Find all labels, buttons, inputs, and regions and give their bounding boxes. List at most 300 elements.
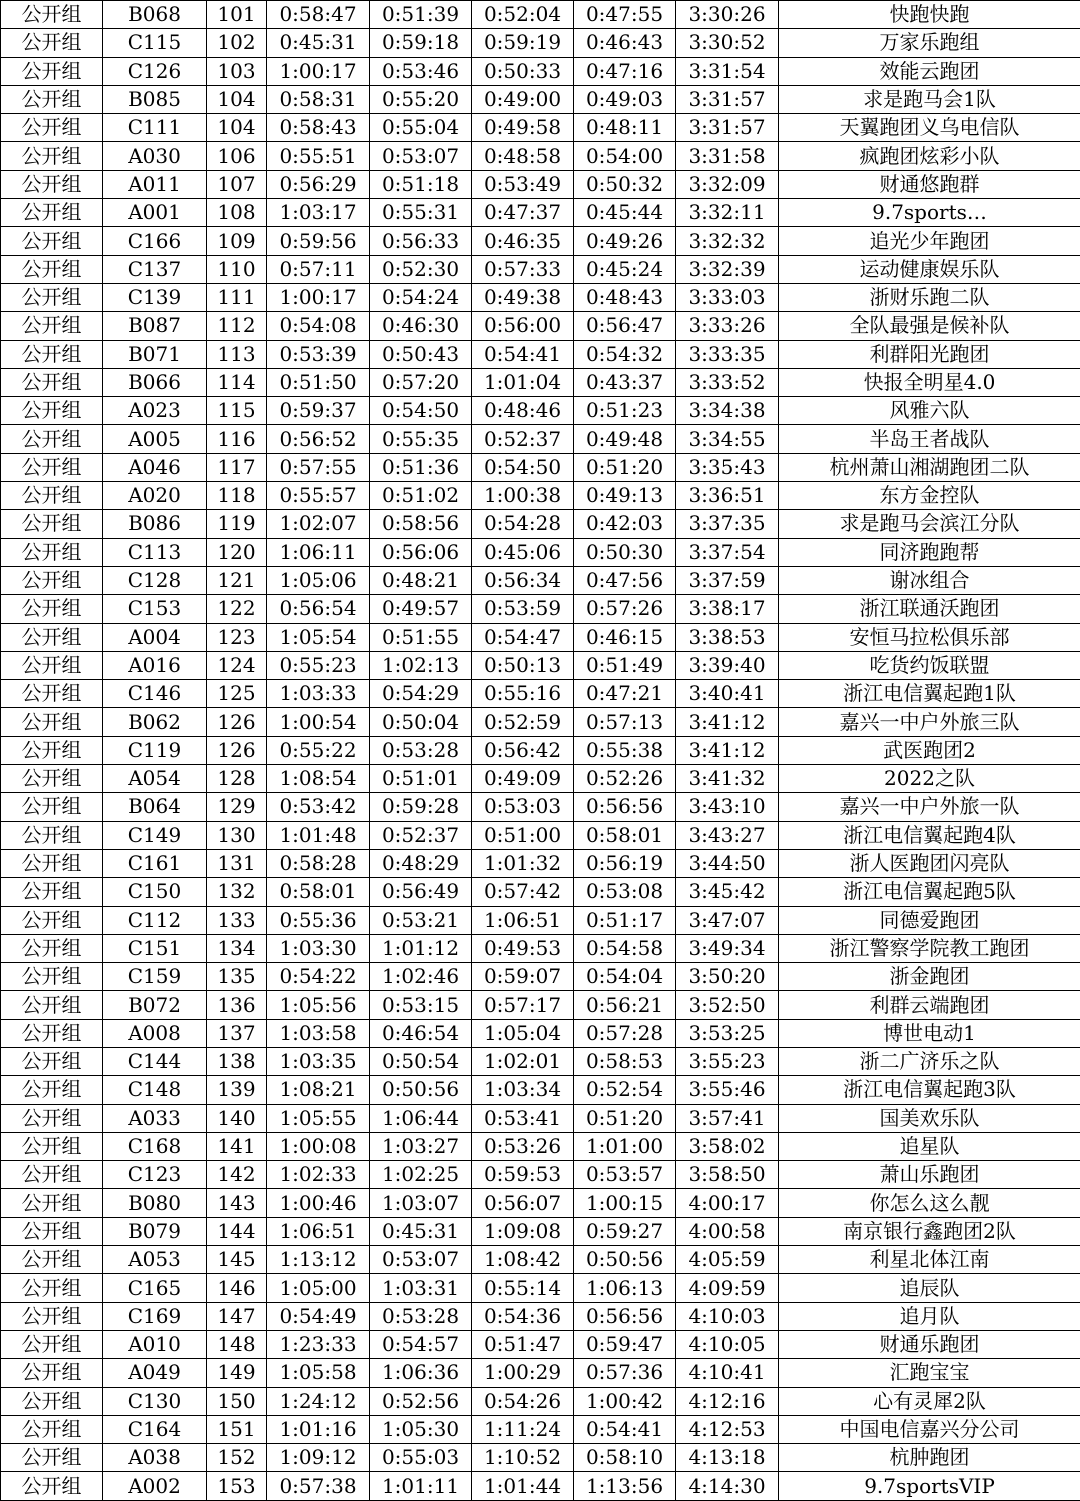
group-cell: 公开组: [1, 1387, 103, 1415]
group-cell: 公开组: [1, 991, 103, 1019]
leg2-time-cell: 0:53:15: [370, 991, 472, 1019]
leg3-time-cell: 0:53:49: [472, 170, 574, 198]
leg1-time-cell: 0:56:29: [267, 170, 370, 198]
total-time-cell: 3:35:43: [676, 453, 779, 481]
leg1-time-cell: 0:51:50: [267, 368, 370, 396]
leg2-time-cell: 1:03:31: [370, 1274, 472, 1302]
leg2-time-cell: 0:55:03: [370, 1444, 472, 1472]
leg1-time-cell: 1:03:58: [267, 1019, 370, 1047]
group-cell: 公开组: [1, 1415, 103, 1443]
leg1-time-cell: 0:58:31: [267, 85, 370, 113]
leg3-time-cell: 0:46:35: [472, 227, 574, 255]
rank-cell: 104: [207, 85, 267, 113]
group-cell: 公开组: [1, 708, 103, 736]
group-cell: 公开组: [1, 1104, 103, 1132]
leg4-time-cell: 1:06:13: [574, 1274, 676, 1302]
bib-cell: C166: [103, 227, 207, 255]
leg3-time-cell: 0:45:06: [472, 538, 574, 566]
leg1-time-cell: 1:01:16: [267, 1415, 370, 1443]
team-name-cell: 运动健康娱乐队: [779, 255, 1080, 283]
bib-cell: C164: [103, 1415, 207, 1443]
leg1-time-cell: 1:00:17: [267, 57, 370, 85]
leg1-time-cell: 1:09:12: [267, 1444, 370, 1472]
table-row: [1, 85, 1080, 113]
bib-cell: C128: [103, 566, 207, 594]
total-time-cell: 3:34:55: [676, 425, 779, 453]
bib-cell: A030: [103, 142, 207, 170]
leg4-time-cell: 0:54:41: [574, 1415, 676, 1443]
group-cell: 公开组: [1, 114, 103, 142]
total-time-cell: 3:32:11: [676, 199, 779, 227]
group-cell: 公开组: [1, 425, 103, 453]
bib-cell: B068: [103, 1, 207, 29]
leg2-time-cell: 0:55:04: [370, 114, 472, 142]
bib-cell: B062: [103, 708, 207, 736]
bib-cell: C137: [103, 255, 207, 283]
total-time-cell: 3:47:07: [676, 906, 779, 934]
team-name-cell: 东方金控队: [779, 482, 1080, 510]
bib-cell: A046: [103, 453, 207, 481]
team-name-cell: 追月队: [779, 1302, 1080, 1330]
leg4-time-cell: 0:56:21: [574, 991, 676, 1019]
leg3-time-cell: 0:54:26: [472, 1387, 574, 1415]
leg2-time-cell: 1:01:12: [370, 934, 472, 962]
leg3-time-cell: 0:52:59: [472, 708, 574, 736]
table-row: [1, 1, 1080, 29]
total-time-cell: 3:43:27: [676, 821, 779, 849]
bib-cell: C161: [103, 849, 207, 877]
leg3-time-cell: 0:51:00: [472, 821, 574, 849]
total-time-cell: 3:30:52: [676, 29, 779, 57]
leg2-time-cell: 1:03:27: [370, 1132, 472, 1160]
total-time-cell: 3:52:50: [676, 991, 779, 1019]
rank-cell: 118: [207, 482, 267, 510]
table-row: [1, 170, 1080, 198]
table-row: [1, 1472, 1080, 1500]
leg1-time-cell: 0:57:11: [267, 255, 370, 283]
group-cell: 公开组: [1, 1217, 103, 1245]
leg2-time-cell: 0:51:18: [370, 170, 472, 198]
leg1-time-cell: 1:00:54: [267, 708, 370, 736]
total-time-cell: 3:41:12: [676, 708, 779, 736]
table-row: [1, 1274, 1080, 1302]
group-cell: 公开组: [1, 680, 103, 708]
rank-cell: 151: [207, 1415, 267, 1443]
team-name-cell: 武医跑团2: [779, 736, 1080, 764]
leg2-time-cell: 1:05:30: [370, 1415, 472, 1443]
rank-cell: 114: [207, 368, 267, 396]
leg3-time-cell: 0:56:42: [472, 736, 574, 764]
total-time-cell: 3:30:26: [676, 1, 779, 29]
leg3-time-cell: 1:09:08: [472, 1217, 574, 1245]
leg4-time-cell: 0:54:00: [574, 142, 676, 170]
total-time-cell: 3:40:41: [676, 680, 779, 708]
leg4-time-cell: 0:48:43: [574, 283, 676, 311]
rank-cell: 109: [207, 227, 267, 255]
leg2-time-cell: 0:53:46: [370, 57, 472, 85]
bib-cell: C126: [103, 57, 207, 85]
leg1-time-cell: 0:45:31: [267, 29, 370, 57]
bib-cell: C153: [103, 595, 207, 623]
group-cell: 公开组: [1, 170, 103, 198]
leg2-time-cell: 0:53:28: [370, 736, 472, 764]
leg1-time-cell: 0:58:47: [267, 1, 370, 29]
group-cell: 公开组: [1, 199, 103, 227]
leg1-time-cell: 0:53:42: [267, 793, 370, 821]
team-name-cell: 追辰队: [779, 1274, 1080, 1302]
total-time-cell: 3:58:50: [676, 1161, 779, 1189]
rank-cell: 132: [207, 878, 267, 906]
leg4-time-cell: 0:47:21: [574, 680, 676, 708]
total-time-cell: 4:10:41: [676, 1359, 779, 1387]
leg1-time-cell: 0:59:37: [267, 397, 370, 425]
leg4-time-cell: 0:57:26: [574, 595, 676, 623]
bib-cell: A020: [103, 482, 207, 510]
table-row: [1, 793, 1080, 821]
leg2-time-cell: 0:50:54: [370, 1047, 472, 1075]
leg2-time-cell: 0:52:37: [370, 821, 472, 849]
team-name-cell: 求是跑马会滨江分队: [779, 510, 1080, 538]
total-time-cell: 3:33:26: [676, 312, 779, 340]
rank-cell: 145: [207, 1246, 267, 1274]
leg3-time-cell: 0:59:07: [472, 963, 574, 991]
group-cell: 公开组: [1, 1246, 103, 1274]
team-name-cell: 浙江警察学院教工跑团: [779, 934, 1080, 962]
rank-cell: 150: [207, 1387, 267, 1415]
leg4-time-cell: 1:01:00: [574, 1132, 676, 1160]
leg3-time-cell: 0:55:16: [472, 680, 574, 708]
results-table-body: [1, 1, 1080, 1501]
table-row: [1, 482, 1080, 510]
leg4-time-cell: 0:51:23: [574, 397, 676, 425]
leg3-time-cell: 0:50:13: [472, 651, 574, 679]
leg4-time-cell: 0:51:17: [574, 906, 676, 934]
leg2-time-cell: 0:46:54: [370, 1019, 472, 1047]
total-time-cell: 3:31:58: [676, 142, 779, 170]
leg4-time-cell: 0:49:48: [574, 425, 676, 453]
leg1-time-cell: 1:03:35: [267, 1047, 370, 1075]
leg1-time-cell: 0:54:08: [267, 312, 370, 340]
leg4-time-cell: 0:48:11: [574, 114, 676, 142]
total-time-cell: 3:37:54: [676, 538, 779, 566]
leg1-time-cell: 0:55:57: [267, 482, 370, 510]
leg1-time-cell: 0:54:22: [267, 963, 370, 991]
bib-cell: A004: [103, 623, 207, 651]
leg4-time-cell: 0:49:03: [574, 85, 676, 113]
leg4-time-cell: 0:51:20: [574, 453, 676, 481]
leg2-time-cell: 0:58:56: [370, 510, 472, 538]
team-name-cell: 利群云端跑团: [779, 991, 1080, 1019]
table-row: [1, 765, 1080, 793]
rank-cell: 107: [207, 170, 267, 198]
leg1-time-cell: 1:00:17: [267, 283, 370, 311]
total-time-cell: 4:14:30: [676, 1472, 779, 1500]
total-time-cell: 3:37:35: [676, 510, 779, 538]
team-name-cell: 快报全明星4.0: [779, 368, 1080, 396]
bib-cell: C144: [103, 1047, 207, 1075]
team-name-cell: 同德爱跑团: [779, 906, 1080, 934]
team-name-cell: 博世电动1: [779, 1019, 1080, 1047]
team-name-cell: 天翼跑团义乌电信队: [779, 114, 1080, 142]
rank-cell: 152: [207, 1444, 267, 1472]
total-time-cell: 4:09:59: [676, 1274, 779, 1302]
team-name-cell: 浙江联通沃跑团: [779, 595, 1080, 623]
team-name-cell: 吃货约饭联盟: [779, 651, 1080, 679]
table-row: [1, 1415, 1080, 1443]
leg4-time-cell: 0:52:54: [574, 1076, 676, 1104]
bib-cell: C111: [103, 114, 207, 142]
group-cell: 公开组: [1, 765, 103, 793]
team-name-cell: 浙财乐跑二队: [779, 283, 1080, 311]
table-row: [1, 821, 1080, 849]
leg4-time-cell: 0:56:56: [574, 1302, 676, 1330]
group-cell: 公开组: [1, 57, 103, 85]
leg4-time-cell: 0:58:01: [574, 821, 676, 849]
group-cell: 公开组: [1, 566, 103, 594]
leg1-time-cell: 1:24:12: [267, 1387, 370, 1415]
leg1-time-cell: 0:53:39: [267, 340, 370, 368]
group-cell: 公开组: [1, 312, 103, 340]
group-cell: 公开组: [1, 1, 103, 29]
team-name-cell: 国美欢乐队: [779, 1104, 1080, 1132]
total-time-cell: 3:41:12: [676, 736, 779, 764]
table-row: [1, 114, 1080, 142]
table-row: [1, 1161, 1080, 1189]
leg4-time-cell: 0:43:37: [574, 368, 676, 396]
group-cell: 公开组: [1, 29, 103, 57]
bib-cell: A053: [103, 1246, 207, 1274]
total-time-cell: 3:53:25: [676, 1019, 779, 1047]
rank-cell: 140: [207, 1104, 267, 1132]
bib-cell: C112: [103, 906, 207, 934]
bib-cell: A008: [103, 1019, 207, 1047]
leg1-time-cell: 1:02:07: [267, 510, 370, 538]
group-cell: 公开组: [1, 1132, 103, 1160]
rank-cell: 131: [207, 849, 267, 877]
bib-cell: A038: [103, 1444, 207, 1472]
leg2-time-cell: 0:50:04: [370, 708, 472, 736]
leg2-time-cell: 0:51:39: [370, 1, 472, 29]
leg3-time-cell: 0:54:36: [472, 1302, 574, 1330]
leg1-time-cell: 1:00:08: [267, 1132, 370, 1160]
table-row: [1, 595, 1080, 623]
leg1-time-cell: 1:05:06: [267, 566, 370, 594]
leg2-time-cell: 0:50:43: [370, 340, 472, 368]
total-time-cell: 4:10:03: [676, 1302, 779, 1330]
table-row: [1, 1189, 1080, 1217]
total-time-cell: 3:39:40: [676, 651, 779, 679]
leg1-time-cell: 1:05:58: [267, 1359, 370, 1387]
rank-cell: 138: [207, 1047, 267, 1075]
bib-cell: B086: [103, 510, 207, 538]
rank-cell: 124: [207, 651, 267, 679]
table-row: [1, 199, 1080, 227]
team-name-cell: 快跑快跑: [779, 1, 1080, 29]
total-time-cell: 3:45:42: [676, 878, 779, 906]
leg3-time-cell: 1:05:04: [472, 1019, 574, 1047]
table-row: [1, 283, 1080, 311]
rank-cell: 141: [207, 1132, 267, 1160]
bib-cell: B071: [103, 340, 207, 368]
table-row: [1, 425, 1080, 453]
team-name-cell: 你怎么这么靓: [779, 1189, 1080, 1217]
group-cell: 公开组: [1, 1302, 103, 1330]
leg3-time-cell: 0:49:09: [472, 765, 574, 793]
rank-cell: 119: [207, 510, 267, 538]
leg3-time-cell: 0:49:38: [472, 283, 574, 311]
bib-cell: A049: [103, 1359, 207, 1387]
leg4-time-cell: 0:56:47: [574, 312, 676, 340]
rank-cell: 149: [207, 1359, 267, 1387]
leg4-time-cell: 0:51:49: [574, 651, 676, 679]
rank-cell: 112: [207, 312, 267, 340]
group-cell: 公开组: [1, 934, 103, 962]
table-row: [1, 963, 1080, 991]
leg4-time-cell: 0:59:47: [574, 1330, 676, 1358]
table-row: [1, 255, 1080, 283]
rank-cell: 128: [207, 765, 267, 793]
leg4-time-cell: 0:55:38: [574, 736, 676, 764]
leg3-time-cell: 0:53:41: [472, 1104, 574, 1132]
table-row: [1, 1359, 1080, 1387]
table-row: [1, 708, 1080, 736]
rank-cell: 125: [207, 680, 267, 708]
rank-cell: 113: [207, 340, 267, 368]
group-cell: 公开组: [1, 1444, 103, 1472]
leg3-time-cell: 1:06:51: [472, 906, 574, 934]
total-time-cell: 3:33:52: [676, 368, 779, 396]
leg1-time-cell: 1:01:48: [267, 821, 370, 849]
leg4-time-cell: 0:54:58: [574, 934, 676, 962]
group-cell: 公开组: [1, 482, 103, 510]
group-cell: 公开组: [1, 1330, 103, 1358]
leg2-time-cell: 1:02:46: [370, 963, 472, 991]
group-cell: 公开组: [1, 878, 103, 906]
table-row: [1, 736, 1080, 764]
rank-cell: 153: [207, 1472, 267, 1500]
group-cell: 公开组: [1, 368, 103, 396]
leg2-time-cell: 0:48:29: [370, 849, 472, 877]
rank-cell: 102: [207, 29, 267, 57]
total-time-cell: 3:34:38: [676, 397, 779, 425]
rank-cell: 120: [207, 538, 267, 566]
leg1-time-cell: 1:05:54: [267, 623, 370, 651]
leg1-time-cell: 1:06:11: [267, 538, 370, 566]
group-cell: 公开组: [1, 821, 103, 849]
rank-cell: 117: [207, 453, 267, 481]
rank-cell: 148: [207, 1330, 267, 1358]
table-row: [1, 934, 1080, 962]
leg3-time-cell: 0:59:53: [472, 1161, 574, 1189]
leg3-time-cell: 0:57:42: [472, 878, 574, 906]
table-row: [1, 1444, 1080, 1472]
group-cell: 公开组: [1, 595, 103, 623]
leg2-time-cell: 0:53:07: [370, 1246, 472, 1274]
leg4-time-cell: 0:56:19: [574, 849, 676, 877]
bib-cell: C119: [103, 736, 207, 764]
total-time-cell: 3:43:10: [676, 793, 779, 821]
leg2-time-cell: 0:51:02: [370, 482, 472, 510]
leg2-time-cell: 0:48:21: [370, 566, 472, 594]
bib-cell: B079: [103, 1217, 207, 1245]
table-row: [1, 312, 1080, 340]
bib-cell: C123: [103, 1161, 207, 1189]
leg3-time-cell: 0:57:17: [472, 991, 574, 1019]
total-time-cell: 4:12:16: [676, 1387, 779, 1415]
team-name-cell: 浙人医跑团闪亮队: [779, 849, 1080, 877]
leg1-time-cell: 0:55:23: [267, 651, 370, 679]
leg3-time-cell: 0:54:47: [472, 623, 574, 651]
rank-cell: 123: [207, 623, 267, 651]
total-time-cell: 3:55:46: [676, 1076, 779, 1104]
total-time-cell: 3:33:35: [676, 340, 779, 368]
rank-cell: 115: [207, 397, 267, 425]
team-name-cell: 同济跑跑帮: [779, 538, 1080, 566]
leg2-time-cell: 0:55:20: [370, 85, 472, 113]
leg3-time-cell: 0:49:00: [472, 85, 574, 113]
leg4-time-cell: 0:57:28: [574, 1019, 676, 1047]
leg4-time-cell: 0:47:16: [574, 57, 676, 85]
leg3-time-cell: 1:00:38: [472, 482, 574, 510]
leg1-time-cell: 1:05:00: [267, 1274, 370, 1302]
group-cell: 公开组: [1, 1019, 103, 1047]
leg2-time-cell: 0:56:06: [370, 538, 472, 566]
leg2-time-cell: 1:06:44: [370, 1104, 472, 1132]
rank-cell: 146: [207, 1274, 267, 1302]
leg2-time-cell: 1:02:13: [370, 651, 472, 679]
table-row: [1, 1302, 1080, 1330]
rank-cell: 108: [207, 199, 267, 227]
leg2-time-cell: 1:02:25: [370, 1161, 472, 1189]
team-name-cell: 浙江电信翼起跑1队: [779, 680, 1080, 708]
rank-cell: 136: [207, 991, 267, 1019]
total-time-cell: 3:31:54: [676, 57, 779, 85]
table-row: [1, 538, 1080, 566]
table-row: [1, 397, 1080, 425]
leg3-time-cell: 1:01:44: [472, 1472, 574, 1500]
leg4-time-cell: 0:58:53: [574, 1047, 676, 1075]
rank-cell: 126: [207, 708, 267, 736]
group-cell: 公开组: [1, 85, 103, 113]
table-row: [1, 1019, 1080, 1047]
team-name-cell: 利群阳光跑团: [779, 340, 1080, 368]
leg2-time-cell: 0:46:30: [370, 312, 472, 340]
leg3-time-cell: 0:48:46: [472, 397, 574, 425]
team-name-cell: 利星北体江南: [779, 1246, 1080, 1274]
group-cell: 公开组: [1, 1274, 103, 1302]
leg4-time-cell: 0:54:32: [574, 340, 676, 368]
team-name-cell: 谢冰组合: [779, 566, 1080, 594]
group-cell: 公开组: [1, 1189, 103, 1217]
leg3-time-cell: 0:51:47: [472, 1330, 574, 1358]
team-name-cell: 9.7sports…: [779, 199, 1080, 227]
table-row: [1, 29, 1080, 57]
table-row: [1, 906, 1080, 934]
bib-cell: B085: [103, 85, 207, 113]
table-row: [1, 1076, 1080, 1104]
leg2-time-cell: 0:55:35: [370, 425, 472, 453]
rank-cell: 135: [207, 963, 267, 991]
leg4-time-cell: 0:49:13: [574, 482, 676, 510]
leg2-time-cell: 0:55:31: [370, 199, 472, 227]
bib-cell: A011: [103, 170, 207, 198]
total-time-cell: 3:32:39: [676, 255, 779, 283]
total-time-cell: 3:31:57: [676, 114, 779, 142]
leg3-time-cell: 0:53:26: [472, 1132, 574, 1160]
leg3-time-cell: 0:56:07: [472, 1189, 574, 1217]
leg3-time-cell: 0:49:53: [472, 934, 574, 962]
bib-cell: C115: [103, 29, 207, 57]
